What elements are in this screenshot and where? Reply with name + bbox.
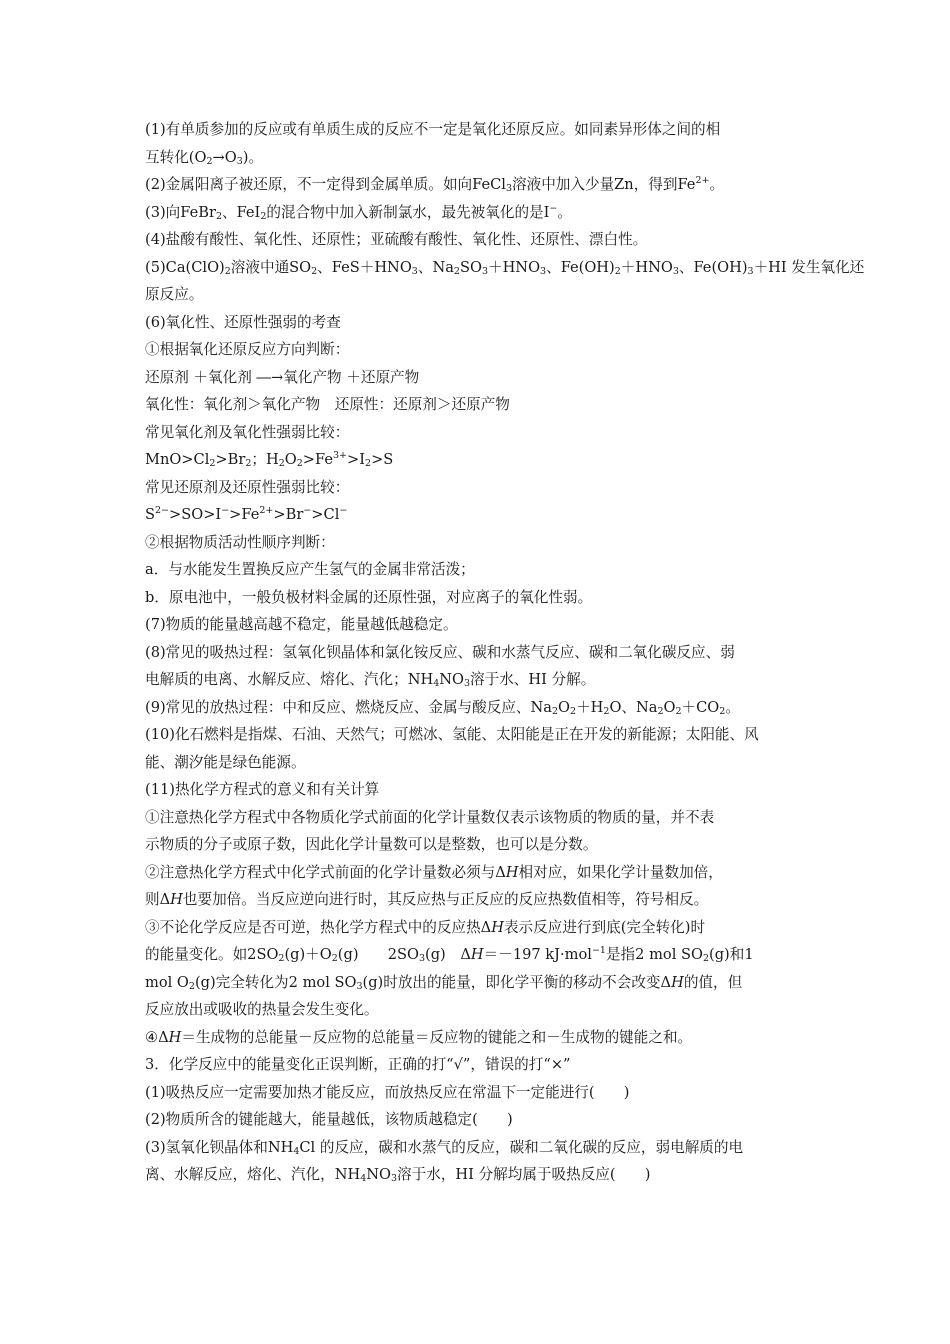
text-segment: 2 (331, 953, 338, 964)
text-segment: O (558, 698, 571, 716)
text-segment: 2 (224, 265, 231, 277)
text-segment: 2 (215, 210, 222, 222)
text-segment: SO (459, 258, 482, 276)
text-segment: MnO>Cl (145, 451, 210, 468)
text-segment: (3)氢氧化钡晶体和NH (145, 1138, 294, 1156)
text-segment: 原反应。 (145, 286, 204, 303)
text-segment: >Br (273, 506, 304, 523)
text-segment: 离、水解反应，熔化、汽化，NH (145, 1166, 361, 1183)
text-segment: ②注意热化学方程式中化学式前面的化学计量数必须与Δ (145, 863, 506, 881)
text-line (145, 336, 813, 364)
text-segment: O、Na (609, 698, 658, 716)
text-segment: (4)盐酸有酸性、氧化性、还原性；亚硫酸有酸性、氧化性、还原性、漂白性。 (145, 231, 648, 248)
text-line (145, 556, 813, 584)
text-segment: 的能量变化。如2SO (145, 946, 279, 963)
text-segment: 2 (603, 705, 610, 717)
text-line (145, 831, 813, 859)
text-line (145, 1079, 813, 1107)
text-line (145, 529, 813, 557)
text-line (145, 584, 813, 612)
text-segment: 、Fe(OH) (678, 258, 748, 276)
text-segment: 相对应，如果化学计量数加倍， (518, 863, 723, 881)
text-segment: − (221, 505, 230, 516)
text-segment: NO (366, 1166, 391, 1183)
text-segment: 溶液中加入少量Zn，得到Fe (512, 176, 696, 193)
text-line (145, 419, 813, 447)
text-line (145, 721, 813, 749)
text-segment: 、Na (417, 258, 454, 276)
text-segment: ；H (251, 451, 279, 468)
text-segment: 3 (391, 1173, 398, 1184)
text-segment: 2 (453, 265, 460, 277)
text-segment: 2 (260, 210, 267, 222)
text-segment: 2 (278, 458, 285, 469)
text-line (145, 446, 813, 474)
text-segment: 溶于水，HI 分解均属于吸热反应( ) (397, 1166, 651, 1183)
text-segment: mol O (145, 973, 189, 991)
text-segment: 电解质的电离、水解反应、熔化、汽化；NH (145, 671, 434, 688)
text-segment: ＝－197 kJ·mol (483, 946, 592, 963)
text-line (145, 859, 813, 887)
text-segment: 互转化(O (145, 148, 207, 166)
text-line (145, 639, 813, 667)
text-segment: 3 (540, 265, 547, 277)
text-segment: 3 (747, 265, 754, 277)
text-segment: 的混合物中加入新制氯水，最先被氧化的是I (266, 203, 550, 221)
text-line (145, 1161, 813, 1189)
text-segment: (1)有单质参加的反应或有单质生成的反应不一定是氧化还原反应。如同素异形体之间的相 (145, 121, 721, 138)
text-segment: 2 (675, 705, 682, 717)
document-body (145, 116, 865, 1189)
text-segment: 2 (719, 705, 726, 717)
text-segment: (g) 2SO (337, 946, 419, 963)
text-line (145, 914, 813, 942)
text-line (145, 1024, 813, 1052)
text-segment: →O (212, 148, 237, 166)
text-segment: O (663, 698, 676, 716)
text-line (145, 116, 813, 144)
text-segment: (g)完全转化为2 mol SO (194, 973, 357, 991)
text-segment: − (549, 202, 558, 214)
text-segment: H (505, 863, 519, 881)
text-segment: ＋H (576, 698, 604, 716)
text-segment: 2 (365, 458, 372, 469)
text-segment: (10)化石燃料是指煤、石油、天然气；可燃冰、氢能、太阳能是正在开发的新能源；太阳能、风 (145, 726, 759, 743)
text-segment: 4 (293, 1145, 300, 1157)
text-segment: >S (371, 451, 394, 468)
text-segment: 2 (702, 953, 710, 964)
text-segment: ＋CO (681, 698, 720, 716)
text-segment: − (303, 505, 312, 516)
text-segment: 则Δ (145, 891, 171, 908)
text-segment: 示物质的分子或原子数，因此化学计量数可以是整数，也可以是分数。 (145, 836, 598, 853)
text-segment: 2 (209, 458, 216, 469)
text-segment: 2 (552, 705, 559, 717)
text-line (145, 171, 813, 199)
text-segment: ②根据物质活动性顺序判断： (145, 533, 335, 551)
text-segment: 2 (206, 155, 213, 167)
text-segment: ①根据氧化还原反应方向判断： (145, 341, 350, 358)
text-segment: 3 (672, 265, 679, 277)
text-segment: 2 (278, 953, 285, 964)
text-segment: (7)物质的能量越高越不稳定，能量越低越稳定。 (145, 616, 458, 633)
text-segment: 2 (311, 265, 318, 277)
text-line (145, 941, 813, 969)
text-segment: (9)常见的放热过程：中和反应、燃烧反应、金属与酸反应、Na (145, 698, 552, 716)
text-segment: 3 (236, 155, 243, 167)
text-segment: 。 (557, 203, 572, 221)
text-segment: H (491, 918, 504, 936)
text-segment: 、FeS＋HNO (317, 258, 412, 276)
text-segment: 3．化学反应中的能量变化正误判断，正确的打“√”，错误的打“×” (145, 1056, 571, 1073)
text-line (145, 144, 813, 172)
text-segment: H (168, 1028, 182, 1046)
text-segment: NO (439, 671, 464, 688)
text-line (145, 474, 813, 502)
text-segment: 的值，但 (683, 973, 743, 991)
text-line (145, 969, 813, 997)
text-segment: (11)热化学方程式的意义和有关计算 (145, 781, 380, 798)
text-segment: (8)常见的吸热过程：氢氧化钡晶体和氯化铵反应、碳和水蒸气反应、碳和二氧化碳反应、弱 (145, 643, 735, 661)
text-line (145, 886, 813, 914)
text-segment: 4 (433, 678, 440, 689)
text-segment: 3 (356, 980, 363, 992)
text-segment: (6)氧化性、还原性强弱的考查 (145, 313, 341, 331)
text-line (145, 804, 813, 832)
text-line (145, 1106, 813, 1134)
text-line (145, 309, 813, 337)
text-segment: O (284, 451, 297, 468)
text-segment: ①注意热化学方程式中各物质化学式前面的化学计量数仅表示该物质的物质的量，并不表 (145, 808, 715, 826)
text-line (145, 281, 813, 309)
text-segment: ＋HNO (620, 258, 673, 276)
text-segment: 3 (411, 265, 418, 277)
text-segment: ④Δ (145, 1028, 169, 1046)
text-segment: 4 (360, 1173, 367, 1184)
text-segment: 溶于水、HI 分解。 (470, 671, 596, 688)
text-line (145, 364, 813, 392)
text-segment: (2)物质所含的键能越大，能量越低，该物质越稳定( ) (145, 1111, 513, 1128)
text-line (145, 501, 813, 529)
text-segment: 氧化性：氧化剂＞氧化产物 还原性：还原剂＞还原产物 (145, 396, 510, 413)
text-segment: 表示反应进行到底(完全转化)时 (503, 918, 706, 936)
text-segment: 2 (614, 265, 621, 277)
text-segment: 。 (725, 698, 740, 716)
text-segment: 3 (505, 183, 512, 194)
text-segment: b．原电池中，一般负极材料金属的还原性强，对应离子的氧化性弱。 (145, 588, 593, 606)
text-line (145, 226, 813, 254)
text-segment: 是指2 mol SO (605, 946, 703, 963)
text-segment: >I (347, 451, 366, 468)
text-line (145, 1134, 813, 1162)
text-line (145, 776, 813, 804)
text-segment: 2− (155, 505, 170, 516)
text-segment: 2 (657, 705, 664, 717)
text-segment: 、Fe(OH) (546, 258, 615, 276)
text-line (145, 666, 813, 694)
text-line (145, 996, 813, 1024)
text-segment: 也要加倍。当反应逆向进行时，其反应热与正反应的反应热数值相等，符号相反。 (182, 891, 709, 908)
text-segment: 。 (709, 176, 725, 193)
text-segment: ＋HNO (487, 258, 541, 276)
text-segment: )。 (242, 148, 264, 166)
text-segment: 2 (296, 458, 303, 469)
text-segment: >Fe (302, 451, 333, 468)
text-segment: (g) Δ (425, 946, 471, 963)
text-segment: (5)Ca(ClO) (145, 258, 225, 276)
text-segment: 2+ (695, 175, 710, 186)
text-line (145, 199, 813, 227)
text-segment: 常见还原剂及还原性强弱比较： (145, 478, 350, 496)
text-segment: ③不论化学反应是否可逆，热化学方程式中的反应热Δ (145, 918, 492, 936)
text-segment: (3)向FeBr (145, 203, 216, 221)
text-segment: H (470, 946, 484, 963)
text-segment: −1 (591, 945, 606, 956)
text-segment: S (145, 506, 155, 523)
text-segment: 反应放出或吸收的热量会发生变化。 (145, 1001, 379, 1018)
text-segment: (g)时放出的能量，即化学平衡的移动不会改变Δ (362, 973, 672, 991)
text-segment: >Fe (229, 506, 260, 523)
text-segment: >SO>I (169, 506, 222, 523)
text-segment: 能、潮汐能是绿色能源。 (145, 753, 306, 771)
text-segment: 2+ (259, 505, 274, 516)
text-segment: >Cl (311, 506, 340, 523)
text-segment: a．与水能发生置换反应产生氢气的金属非常活泼； (145, 561, 475, 578)
text-segment: 2 (570, 705, 577, 717)
text-segment: ＋HI 发生氧化还 (753, 258, 865, 276)
text-segment: 还原剂 ＋氧化剂 ―→氧化产物 ＋还原产物 (145, 368, 420, 386)
text-segment: (2)金属阳离子被还原，不一定得到金属单质。如向FeCl (145, 176, 506, 193)
text-line (145, 254, 865, 282)
text-line (145, 694, 813, 722)
text-segment: 常见氧化剂及氧化性强弱比较： (145, 423, 350, 441)
text-segment: 3 (418, 953, 426, 964)
text-segment: >Br (215, 451, 246, 468)
text-segment: 3+ (333, 450, 348, 461)
text-segment: H (671, 973, 684, 991)
text-segment: 3 (481, 265, 488, 277)
text-segment: 、FeI (221, 203, 261, 221)
text-segment: − (339, 505, 348, 516)
text-segment: 2 (188, 980, 195, 992)
text-line (145, 611, 813, 639)
text-segment: (g)＋O (284, 946, 332, 963)
text-line (145, 749, 813, 777)
text-segment: 3 (463, 678, 471, 689)
text-segment: (1)吸热反应一定需要加热才能反应，而放热反应在常温下一定能进行( ) (145, 1083, 630, 1101)
text-segment: ＝生成物的总能量－反应物的总能量＝反应物的键能之和－生成物的键能之和。 (181, 1028, 693, 1046)
text-segment: Cl 的反应，碳和水蒸气的反应，碳和二氧化碳的反应，弱电解质的电 (299, 1138, 744, 1156)
text-line (145, 391, 813, 419)
text-segment: H (170, 891, 183, 908)
text-line (145, 1051, 813, 1079)
text-segment: (g)和1 (709, 946, 754, 963)
text-segment: 2 (245, 458, 252, 469)
text-segment: 溶液中通SO (230, 258, 312, 276)
